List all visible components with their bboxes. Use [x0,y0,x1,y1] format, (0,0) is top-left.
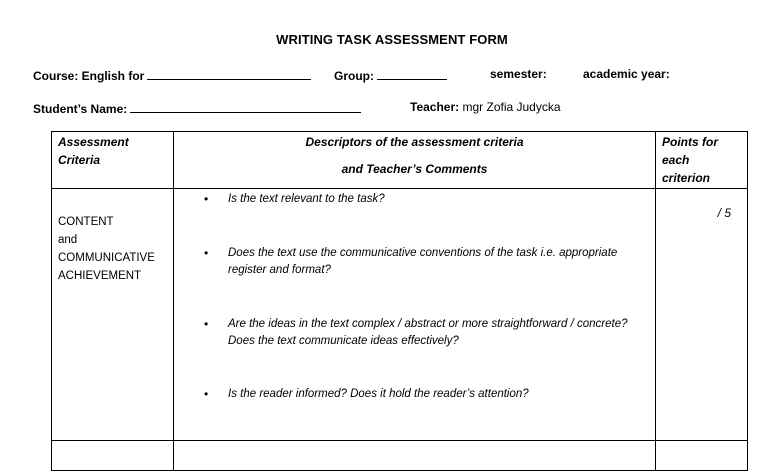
criteria-header [52,132,174,189]
academic-year-field [583,67,670,81]
student-name-blank[interactable] [130,100,361,113]
points-value: / 5 [717,206,731,220]
descriptor-list [174,191,655,403]
teacher-field [410,100,561,114]
group-field [334,67,447,83]
course-field [33,67,311,83]
descriptors-header [174,132,656,189]
bullet-icon: • [204,317,209,331]
descriptor-text: Is the reader informed? Does it hold the reader’s attention? [228,388,529,400]
next-criterion-cell [52,441,174,471]
criterion-cell [52,189,174,441]
list-item [174,245,655,279]
teacher-name: mgr Zofia Judycka [462,100,561,114]
points-header [656,132,748,189]
descriptors-header-line2: and Teacher’s Comments [341,162,488,176]
next-descriptors-cell [174,441,656,471]
list-item [174,386,655,403]
points-header-line1: Points for [662,135,718,149]
table-header-row [52,132,748,189]
academic-year-label: academic year: [583,67,670,81]
points-header-line2: each [662,153,690,167]
points-cell[interactable] [656,189,748,441]
criteria-header-line2: Criteria [58,153,101,167]
criterion-line2: and [58,234,78,246]
bullet-icon: • [204,387,209,401]
criterion-line3: COMMUNICATIVE [58,252,155,264]
next-points-cell [656,441,748,471]
bullet-icon: • [204,246,209,260]
form-title: WRITING TASK ASSESSMENT FORM [276,32,508,47]
bullet-icon: • [204,192,209,206]
student-name-label: Student’s Name: [33,102,128,116]
group-label: Group: [334,69,374,83]
criterion-line1: CONTENT [58,216,114,228]
descriptor-text: Are the ideas in the text complex / abstract or more straightforward / concrete? Does the text communicate ideas effectively? [228,318,628,347]
table-row [52,441,748,471]
descriptors-header-line1: Descriptors of the assessment criteria [305,135,524,149]
descriptors-cell[interactable] [174,189,656,441]
assessment-table [51,131,748,471]
teacher-label: Teacher: [410,100,460,114]
descriptor-text: Does the text use the communicative conventions of the task i.e. appropriate register and format? [228,247,618,276]
table-row [52,189,748,441]
criterion-line4: ACHIEVEMENT [58,270,142,282]
criteria-header-line1: Assessment [58,135,129,149]
student-name-field [33,100,361,116]
descriptor-text: Is the text relevant to the task? [228,193,385,205]
semester-field [490,67,547,81]
points-header-line3: criterion [662,171,711,185]
list-item [174,316,655,350]
course-label: Course: English for [33,69,145,83]
list-item [174,191,655,208]
group-blank[interactable] [377,67,447,80]
course-blank[interactable] [147,67,311,80]
semester-label: semester: [490,67,547,81]
